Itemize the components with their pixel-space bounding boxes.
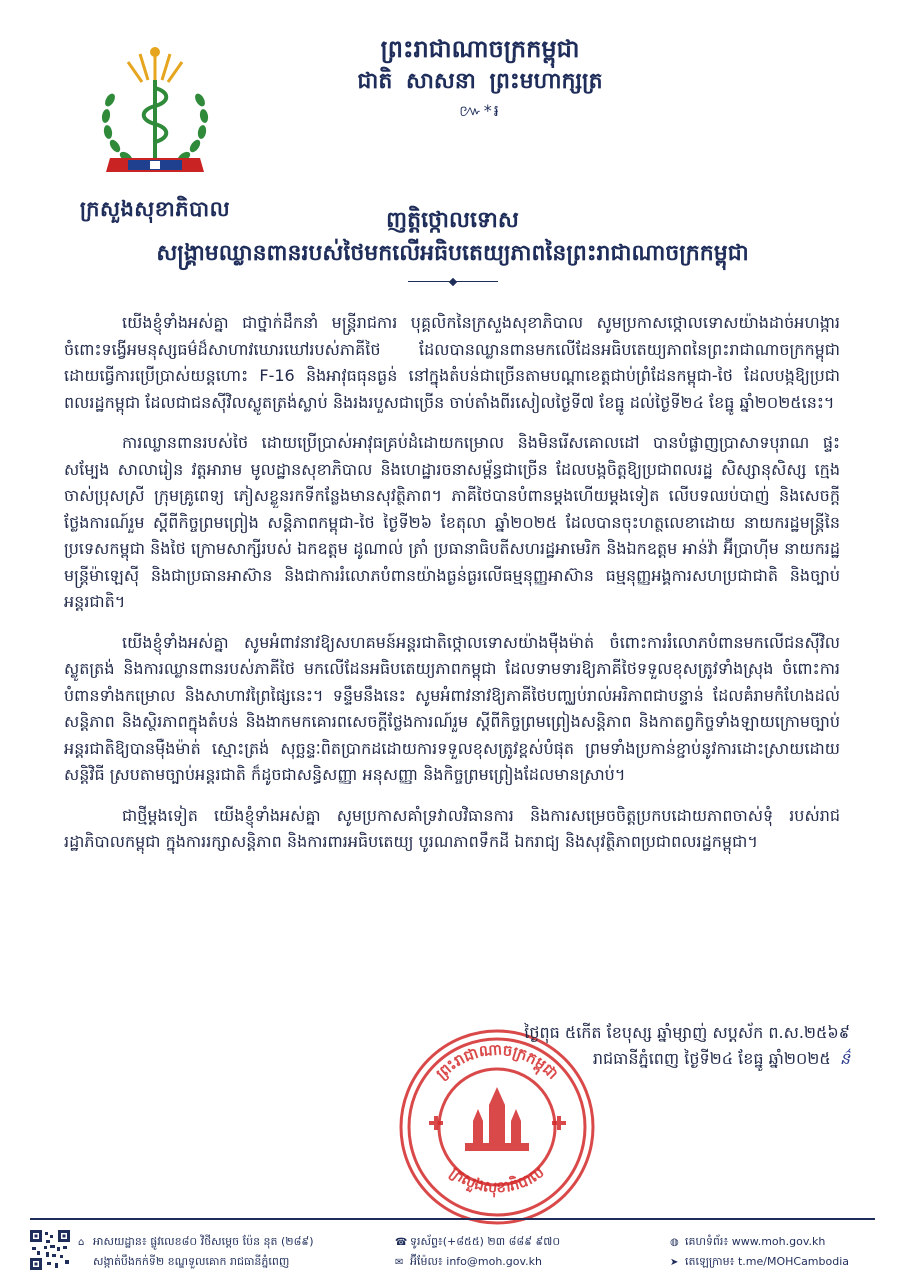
seal-top-text: ព្រះរាជាណាចក្រកម្ពុជា <box>432 1040 562 1083</box>
header-ornament: ៚*៛ <box>459 101 501 120</box>
footer-address <box>78 1232 314 1271</box>
ministry-logo <box>80 40 230 190</box>
footer-website[interactable]: គេហទំព័រ៖ www.moh.gov.kh <box>685 1235 826 1248</box>
body-paragraph: យើងខ្ញុំទាំងអស់គ្នា ជាថ្នាក់ដឹកនាំ មន្ត្រីរាជការ បុគ្គលិកនៃក្រសួងសុខាភិបាល សូមប្រកាសថ្កោលទោសយ៉ាងដាច់អហង្ការ ចំពោះទង្វើអមនុស្សធម៌ដ៏សាហាវឃោរឃៅរបស់ភាគីថៃ ដែលបានឈ្លានពានមកលើដែនអធិបតេយ្យភាពនៃព្រះរាជាណាចក្រកម្ពុជា ដោយធ្វើការប្រើប្រាស់យន្តហោះ F-16 និងអាវុធធុនធ្ងន់ នៅក្នុងតំបន់ជាច្រើនតាមបណ្តាខេត្តជាប់ព្រំដែនកម្ពុជា-ថៃ ដែលបង្កឱ្យប្រជាពលរដ្ឋកម្ពុជា ដែលជាជនស៊ីវិលស្លូតត្រង់ស្លាប់ និងរងរបួសជាច្រើន ចាប់តាំងពីរសៀលថ្ងៃទី៧ ខែធ្នូ ដល់ថ្ងៃទី២៤ ខែធ្នូ ឆ្នាំ២០២៥នេះ។ <box>64 313 840 412</box>
seal-bottom-text: ក្រសួងសុខាភិបាល <box>446 1162 548 1197</box>
svg-text:ក្រសួងសុខាភិបាល <box>447 1163 548 1199</box>
ministry-header <box>40 40 270 227</box>
footer-address-line2: សង្កាត់បឹងកក់ទី២ ខណ្ឌទួលគោក រាជធានីភ្នំពេញ <box>93 1255 290 1268</box>
body-paragraph: ជាថ្មីម្តងទៀត យើងខ្ញុំទាំងអស់គ្នា សូមប្រកាសគាំទ្រវាលវិធានការ និងការសម្រេចចិត្តប្រកបដោយភាពចាស់ទុំ របស់រាជរដ្ឋាភិបាលកម្ពុជា ក្នុងការរក្សាសន្តិភាព និងការពារអធិបតេយ្យ បូរណភាពទឹកដី ឯករាជ្យ និងសុវត្ថិភាពប្រជាពលរដ្ឋកម្ពុជា។ <box>64 805 840 851</box>
phone-icon: ☎ <box>395 1237 408 1248</box>
footer-phone: ទូរស័ព្ទ៖(+៨៥៥) ២៣ ៨៨៩ ៩៧០ <box>410 1235 561 1248</box>
signature-initials: ន៌ <box>839 1049 850 1068</box>
qr-code-icon <box>30 1230 70 1270</box>
document-title: ញត្តិថ្កោលទោស <box>386 208 519 233</box>
footer-address-line1: អាសយដ្ឋាន៖ ផ្លូវលេខ៨០ វិថីសម្តេច ប៉ែន នុត (២៨៩) <box>93 1235 314 1248</box>
solar-date: រាជធានីភ្នំពេញ ថ្ងៃទី២៤ ខែធ្នូ ឆ្នាំ២០២៥ <box>592 1049 831 1068</box>
document-title-block <box>80 205 825 285</box>
footer-email[interactable]: អ៊ីម៉ែល៖ info@moh.gov.kh <box>410 1255 543 1268</box>
globe-icon: ◍ <box>670 1237 679 1248</box>
kingdom-title: ព្រះរាជាណាចក្រកម្ពុជា <box>380 35 580 63</box>
lunar-date: ថ្ងៃពុធ ៥កើត ខែបុស្ស ឆ្នាំម្សាញ់ សប្តស័ក ព.ស.២៥៦៩ <box>524 1023 850 1042</box>
signature-block <box>430 1020 850 1072</box>
national-motto: ជាតិ សាសនា ព្រះមហាក្សត្រ <box>357 69 603 94</box>
footer-divider <box>30 1218 875 1220</box>
document-body <box>64 310 840 870</box>
ministry-name: ក្រសួងសុខាភិបាល <box>79 197 231 221</box>
national-header <box>300 32 660 124</box>
telegram-icon: ➤ <box>670 1257 679 1268</box>
footer-online <box>670 1232 849 1272</box>
document-footer <box>30 1228 875 1276</box>
footer-telegram[interactable]: តេឡេក្រាម៖ t.me/MOHCambodia <box>685 1255 850 1268</box>
email-icon: ✉ <box>395 1257 404 1268</box>
body-paragraph: ការឈ្លានពានរបស់ថៃ ដោយប្រើប្រាស់អាវុធគ្រប់ដំដោយកម្រោល និងមិនរើសគោលដៅ បានបំផ្លាញប្រាសាទបុរាណ ផ្ទះសម្បែង សាលារៀន វត្តអារាម មូលដ្ឋានសុខាភិបាល និងហេដ្ឋារចនាសម្ព័ន្ធជាច្រើន ដែលបង្កចិត្តឱ្យប្រជាពលរដ្ឋ សិស្សានុសិស្ស ក្មេងចាស់ប្រុសស្រី ក្រុមគ្រូពេទ្យ ភៀសខ្លួនរកទីកន្លែងមានសុវត្ថិភាព។ ភាគីថៃបានបំពានម្តងហើយម្តងទៀត លើបទឈប់បាញ់ និងសេចក្តីថ្លែងការណ៍រួម ស្តីពីកិច្ចព្រមព្រៀង សន្តិភាពកម្ពុជា-ថៃ ថ្ងៃទី២៦ ខែតុលា ឆ្នាំ២០២៥ ដែលបានចុះហត្ថលេខាដោយ នាយករដ្ឋមន្ត្រីនៃប្រទេសកម្ពុជា និងថៃ ក្រោមសាក្សីរបស់ ឯកឧត្តម ដូណាល់ ត្រាំ ប្រធានាធិបតីសហរដ្ឋអាមេរិក និងឯកឧត្តម អាន់វ៉ា អ៊ីប្រាហ៊ីម នាយករដ្ឋមន្ត្រីម៉ាឡេស៊ី និងជាប្រធានអាស៊ាន និងជាការរំលោភបំពានយ៉ាងធ្ងន់ធ្ងរលើធម្មនុញ្ញអាស៊ាន ធម្មនុញ្ញអង្គការសហប្រជាជាតិ និងច្បាប់អន្តរជាតិ។ <box>64 433 840 611</box>
title-divider <box>408 279 498 285</box>
home-icon: ⌂ <box>78 1237 85 1248</box>
body-paragraph: យើងខ្ញុំទាំងអស់គ្នា សូមអំពាវនាវឱ្យសហគមន៍អន្តរជាតិថ្កោលទោសយ៉ាងម៉ឺងម៉ាត់ ចំពោះការរំលោភបំពានមកលើជនស៊ីវិលស្លូតត្រង់ និងការឈ្លានពានរបស់ភាគីថៃ មកលើដែនអធិបតេយ្យភាពកម្ពុជា ដែលទាមទារឱ្យភាគីថៃទទួលខុសត្រូវទាំងស្រុង ចំពោះការបំពានទាំងកម្រោល និងសាហាវព្រៃផ្សៃនេះ។ ទន្ទឹមនឹងនេះ សូមអំពាវនាវឱ្យភាគីថៃបញ្ឈប់រាល់អរិភាពជាបន្ទាន់ ដែលគំរាមកំហែងដល់សន្តិភាព និងស្ថិរភាពក្នុងតំបន់ និងងាកមកគោរពសេចក្តីថ្លែងការណ៍រួម ស្តីពីកិច្ចព្រមព្រៀងសន្តិភាព និងកាតព្វកិច្ចទាំងឡាយក្រោមច្បាប់អន្តរជាតិឱ្យបានម៉ឺងម៉ាត់ ស្មោះត្រង់ សុច្ឆន្ទៈពិតប្រាកដដោយការទទួលខុសត្រូវខ្ពស់បំផុត ព្រមទាំងប្រកាន់ខ្ជាប់នូវការដោះស្រាយដោយសន្តិវិធី ស្របតាមច្បាប់អន្តរជាតិ ក៏ដូចជាសន្ធិសញ្ញា អនុសញ្ញា និងកិច្ចព្រមព្រៀងដែលមានស្រាប់។ <box>64 632 840 784</box>
footer-contact <box>395 1232 560 1272</box>
document-subtitle: សង្គ្រាមឈ្លានពានរបស់ថៃមកលើអធិបតេយ្យភាពនៃព្រះរាជាណាចក្រកម្ពុជា <box>156 241 749 266</box>
